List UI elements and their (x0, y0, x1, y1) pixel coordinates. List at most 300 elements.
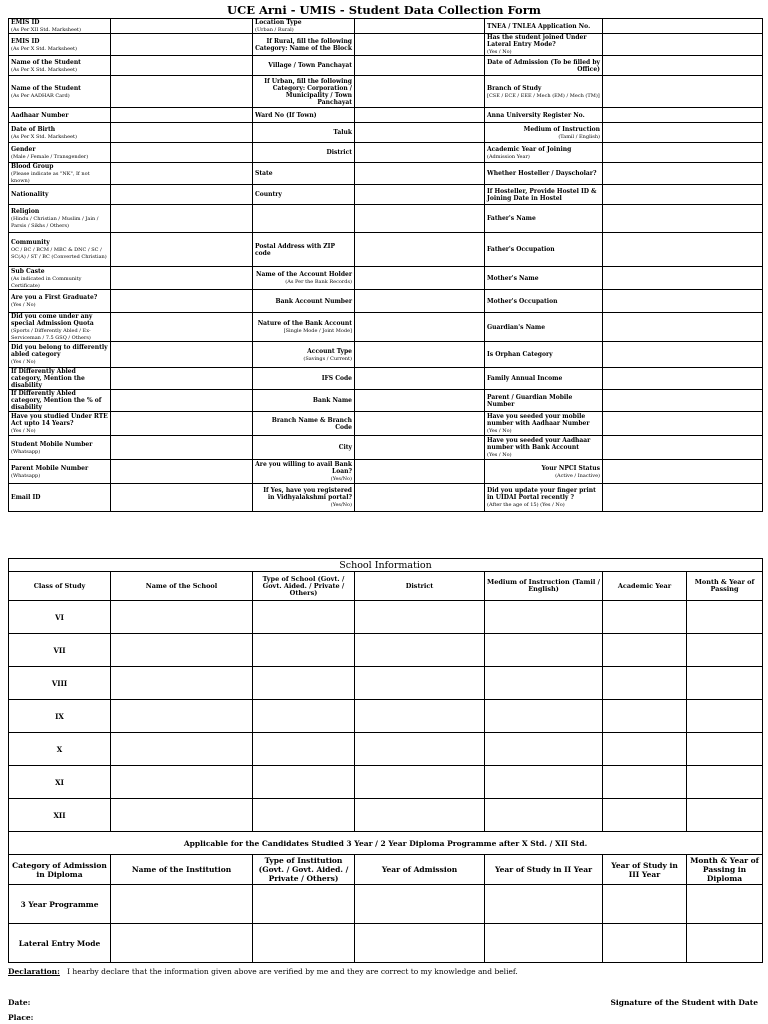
right-field-label (485, 342, 603, 368)
left-field-input[interactable] (111, 76, 253, 108)
left-field-label (9, 56, 111, 76)
field-label-text: Postal Address with ZIP code (255, 242, 335, 257)
field-label-text: Your NPCI Status (541, 464, 600, 472)
left-field-label (9, 390, 111, 412)
left-field-input[interactable] (111, 436, 253, 460)
table-row (9, 205, 763, 233)
school-column-header: Academic Year (603, 572, 687, 601)
field-label-text: Are you willing to avail Bank Loan? (255, 461, 352, 475)
mid-field-label (253, 484, 355, 512)
field-label-text: Name of the Account Holder (255, 271, 352, 278)
field-label-hint: (Sports / Differently Abled / Ex-Serviceman / 7.5 GSQ / Others) (11, 328, 91, 341)
right-field-label (485, 267, 603, 290)
class-of-study: XII (9, 799, 111, 832)
field-label-text: Community (11, 239, 50, 246)
school-cell-input[interactable] (111, 766, 253, 799)
table-row (9, 700, 763, 733)
right-field-input[interactable] (603, 342, 763, 368)
right-field-input[interactable] (603, 108, 763, 123)
school-cell-input[interactable] (355, 700, 485, 733)
left-field-label (9, 436, 111, 460)
mid-field-input[interactable] (355, 123, 485, 143)
school-cell-input[interactable] (253, 601, 355, 634)
table-row (9, 484, 763, 512)
school-cell-input[interactable] (485, 766, 603, 799)
table-row (9, 163, 763, 185)
field-label-hint: (After the age of 15) (Yes / No) (487, 502, 565, 508)
right-field-label (485, 484, 603, 512)
table-row (9, 799, 763, 832)
left-field-input[interactable] (111, 108, 253, 123)
mid-field-input[interactable] (355, 108, 485, 123)
field-label-text: Did you update your finger print in UIDAI Portal recently ? (487, 487, 596, 501)
mid-field-label (253, 143, 355, 163)
left-field-input[interactable] (111, 460, 253, 484)
mid-field-input[interactable] (355, 143, 485, 163)
left-field-label (9, 412, 111, 436)
diploma-cell-input[interactable] (687, 924, 763, 963)
field-label-hint: (Savings / Current) (303, 355, 352, 362)
field-label-hint: (As Per X Std. Marksheet) (11, 45, 77, 52)
field-label-text: If Differently Abled category, Mention the % of disability (11, 390, 102, 411)
field-label-text: Bank Name (312, 397, 352, 404)
table-row (9, 368, 763, 390)
field-label-hint: (As Per AADHAR Card) (11, 92, 70, 99)
mid-field-label (253, 108, 355, 123)
right-field-input[interactable] (603, 123, 763, 143)
right-field-label (485, 313, 603, 342)
field-label-text: Father's Name (487, 215, 536, 222)
diploma-column-header: Year of Study in III Year (603, 855, 687, 885)
mid-field-input[interactable] (355, 484, 485, 512)
school-cell-input[interactable] (253, 799, 355, 832)
left-field-label (9, 143, 111, 163)
right-field-input[interactable] (603, 205, 763, 233)
left-field-input[interactable] (111, 163, 253, 185)
mid-field-label (253, 163, 355, 185)
left-field-label (9, 368, 111, 390)
table-row (9, 412, 763, 436)
field-label-text: Account Type (307, 347, 352, 355)
school-column-header: Class of Study (9, 572, 111, 601)
diploma-category: 3 Year Programme (9, 885, 111, 924)
left-field-label (9, 313, 111, 342)
school-cell-input[interactable] (603, 799, 687, 832)
school-cell-input[interactable] (603, 601, 687, 634)
diploma-cell-input[interactable] (253, 885, 355, 924)
school-cell-input[interactable] (687, 601, 763, 634)
right-field-input[interactable] (603, 163, 763, 185)
field-label-text: Father's Occupation (487, 246, 555, 253)
diploma-cell-input[interactable] (355, 885, 485, 924)
table-row (9, 390, 763, 412)
table-row (9, 233, 763, 267)
school-cell-input[interactable] (355, 733, 485, 766)
field-label-text: IFS Code (321, 375, 352, 382)
left-field-input[interactable] (111, 267, 253, 290)
field-label-text: If Differently Abled category, Mention the disability (11, 368, 85, 389)
left-field-input[interactable] (111, 123, 253, 143)
diploma-heading: Applicable for the Candidates Studied 3 Year / 2 Year Diploma Programme after X Std. / XII Std. (9, 832, 763, 855)
mid-field-label (253, 34, 355, 56)
right-field-input[interactable] (603, 436, 763, 460)
mid-field-label (253, 290, 355, 313)
field-label-text: Date of Admission (To be filled by Office) (487, 58, 600, 73)
left-field-label (9, 267, 111, 290)
field-label-hint: [CSE / ECE / EEE / Mech (EM) / Mech (TM)] (487, 92, 600, 99)
field-label-hint: (Yes/No) (330, 502, 352, 508)
school-cell-input[interactable] (687, 766, 763, 799)
diploma-column-header: Year of Admission (355, 855, 485, 885)
mid-field-input[interactable] (355, 163, 485, 185)
mid-field-input[interactable] (355, 412, 485, 436)
table-row (9, 342, 763, 368)
left-field-input[interactable] (111, 412, 253, 436)
right-field-label (485, 185, 603, 205)
field-label-hint: (As Per XII Std. Marksheet) (11, 27, 81, 33)
declaration-label: Declaration: (8, 967, 60, 976)
mid-field-input[interactable] (355, 76, 485, 108)
mid-field-label (253, 390, 355, 412)
left-field-label (9, 205, 111, 233)
school-cell-input[interactable] (687, 700, 763, 733)
field-label-text: Religion (11, 208, 40, 215)
left-field-label (9, 460, 111, 484)
school-column-header: Name of the School (111, 572, 253, 601)
left-field-label (9, 108, 111, 123)
school-cell-input[interactable] (687, 667, 763, 700)
school-cell-input[interactable] (111, 634, 253, 667)
mid-field-label (253, 368, 355, 390)
diploma-cell-input[interactable] (687, 885, 763, 924)
left-field-label (9, 123, 111, 143)
school-cell-input[interactable] (111, 667, 253, 700)
school-cell-input[interactable] (253, 667, 355, 700)
field-label-text: Have you studied Under RTE Act upto 14 Years? (11, 413, 108, 427)
school-cell-input[interactable] (355, 601, 485, 634)
field-label-text: Aadhaar Number (11, 111, 69, 119)
field-label-text: If Urban, fill the following Category: Corporation / Municipality / Town Panchayat (264, 77, 352, 106)
mid-field-input[interactable] (355, 436, 485, 460)
right-field-input[interactable] (603, 484, 763, 512)
declaration-text: I hearby declare that the information given above are verified by me and they are correct to my knowledge and belief. (67, 967, 518, 976)
field-label-text: District (326, 149, 352, 156)
table-row (9, 290, 763, 313)
school-cell-input[interactable] (603, 634, 687, 667)
table-row (9, 601, 763, 634)
left-field-label (9, 19, 111, 34)
field-label-text: Sub Caste (11, 267, 45, 275)
left-field-input[interactable] (111, 484, 253, 512)
table-row (9, 885, 763, 924)
field-label-text: If Rural, fill the following Category: Name of the Block (255, 37, 352, 52)
school-cell-input[interactable] (355, 766, 485, 799)
school-cell-input[interactable] (253, 766, 355, 799)
right-field-input[interactable] (603, 76, 763, 108)
field-label-text: Bank Account Number (275, 297, 352, 305)
school-info-heading: School Information (9, 559, 763, 572)
mid-field-input[interactable] (355, 290, 485, 313)
right-field-input[interactable] (603, 267, 763, 290)
mid-field-input[interactable] (355, 368, 485, 390)
field-label-text: State (255, 170, 273, 177)
mid-field-input[interactable] (355, 313, 485, 342)
left-field-input[interactable] (111, 390, 253, 412)
school-cell-input[interactable] (603, 667, 687, 700)
left-field-input[interactable] (111, 290, 253, 313)
left-field-label (9, 34, 111, 56)
school-column-header: Medium of Instruction (Tamil / English) (485, 572, 603, 601)
left-field-input[interactable] (111, 233, 253, 267)
field-label-text: Country (255, 191, 282, 198)
table-row (9, 267, 763, 290)
school-cell-input[interactable] (603, 700, 687, 733)
diploma-cell-input[interactable] (111, 924, 253, 963)
right-field-input[interactable] (603, 390, 763, 412)
right-field-input[interactable] (603, 412, 763, 436)
field-label-text: Guardian's Name (487, 323, 546, 331)
diploma-cell-input[interactable] (603, 885, 687, 924)
mid-field-label (253, 460, 355, 484)
field-label-text: Medium of Instruction (523, 125, 600, 133)
right-field-label (485, 205, 603, 233)
right-field-input[interactable] (603, 313, 763, 342)
right-field-input[interactable] (603, 56, 763, 76)
field-label-hint: (Yes/No) (330, 476, 352, 482)
right-field-label (485, 436, 603, 460)
diploma-column-header: Month & Year of Passing in Diploma (687, 855, 763, 885)
mid-field-label (253, 233, 355, 267)
diploma-column-header: Category of Admission in Diploma (9, 855, 111, 885)
mid-field-input[interactable] (355, 19, 485, 34)
table-row (9, 766, 763, 799)
diploma-cell-input[interactable] (485, 885, 603, 924)
field-label-text: If Hosteller, Provide Hostel ID & Joining Date in Hostel (487, 187, 597, 202)
field-label-hint: (Hindu / Christian / Muslim / Jain / Parsis / Sikhs / Others) (11, 216, 99, 229)
school-cell-input[interactable] (485, 799, 603, 832)
field-label-text: EMIS ID (11, 19, 40, 26)
class-of-study: VII (9, 634, 111, 667)
school-cell-input[interactable] (355, 799, 485, 832)
field-label-hint: (Whatsapp) (11, 448, 41, 455)
field-label-hint: (Whatsapp) (11, 472, 41, 479)
field-label-text: Mother's Occupation (487, 297, 558, 305)
right-field-label (485, 412, 603, 436)
field-label-hint: (As Per the Bank Records) (285, 279, 352, 285)
school-cell-input[interactable] (111, 601, 253, 634)
left-field-input[interactable] (111, 342, 253, 368)
school-cell-input[interactable] (111, 700, 253, 733)
table-row (9, 185, 763, 205)
left-field-input[interactable] (111, 205, 253, 233)
field-label-text: Parent Mobile Number (11, 464, 89, 472)
mid-field-input[interactable] (355, 460, 485, 484)
left-field-label (9, 185, 111, 205)
table-row (9, 143, 763, 163)
school-cell-input[interactable] (253, 733, 355, 766)
field-label-text: Branch Name & Branch Code (271, 416, 352, 431)
mid-field-input[interactable] (355, 342, 485, 368)
field-label-text: City (338, 444, 352, 451)
field-label-text: Ward No (If Town) (255, 111, 317, 119)
diploma-cell-input[interactable] (603, 924, 687, 963)
mid-field-input[interactable] (355, 185, 485, 205)
school-cell-input[interactable] (687, 733, 763, 766)
school-cell-input[interactable] (111, 799, 253, 832)
table-row (9, 733, 763, 766)
class-of-study: VI (9, 601, 111, 634)
table-row (9, 634, 763, 667)
field-label-text: Date of Birth (11, 125, 56, 133)
right-field-label (485, 108, 603, 123)
school-cell-input[interactable] (253, 634, 355, 667)
date-label: Date: (8, 998, 31, 1007)
diploma-column-header: Year of Study in II Year (485, 855, 603, 885)
right-field-input[interactable] (603, 368, 763, 390)
declaration (8, 967, 518, 976)
field-label-text: Have you seeded your mobile number with Aadhaar Number (487, 413, 590, 427)
field-label-hint: (Yes / No) (11, 302, 36, 308)
school-cell-input[interactable] (485, 634, 603, 667)
left-field-input[interactable] (111, 34, 253, 56)
mid-field-label (253, 56, 355, 76)
field-label-text: If Yes, have you registered in Vidhyalakshmi portal? (263, 487, 352, 501)
left-field-input[interactable] (111, 143, 253, 163)
right-field-input[interactable] (603, 143, 763, 163)
mid-field-input[interactable] (355, 267, 485, 290)
mid-field-input[interactable] (355, 205, 485, 233)
field-label-hint: (Active / Inactive) (555, 472, 600, 479)
field-label-text: Gender (11, 145, 36, 153)
class-of-study: X (9, 733, 111, 766)
right-field-input[interactable] (603, 34, 763, 56)
right-field-label (485, 390, 603, 412)
school-cell-input[interactable] (485, 601, 603, 634)
school-cell-input[interactable] (111, 733, 253, 766)
field-label-hint: (Yes / No) (487, 49, 512, 55)
left-field-input[interactable] (111, 368, 253, 390)
school-cell-input[interactable] (485, 733, 603, 766)
field-label-hint: (As Per X Std. Marksheet) (11, 133, 77, 140)
mid-field-label (253, 76, 355, 108)
field-label-hint: (As indicated in Community Certificate) (11, 275, 82, 289)
mid-field-label (253, 342, 355, 368)
left-field-input[interactable] (111, 19, 253, 34)
diploma-cell-input[interactable] (111, 885, 253, 924)
mid-field-input[interactable] (355, 56, 485, 76)
table-row (9, 34, 763, 56)
left-field-input[interactable] (111, 313, 253, 342)
right-field-input[interactable] (603, 185, 763, 205)
field-label-text: Are you a First Graduate? (11, 294, 98, 301)
school-cell-input[interactable] (485, 667, 603, 700)
field-label-text: Mother's Name (487, 274, 539, 282)
field-label-hint: (Yes / No) (11, 359, 36, 365)
right-field-label (485, 56, 603, 76)
school-cell-input[interactable] (687, 634, 763, 667)
table-row (9, 123, 763, 143)
field-label-hint: [Single Mode / Joint Mode] (283, 328, 352, 334)
school-cell-input[interactable] (355, 667, 485, 700)
right-field-input[interactable] (603, 19, 763, 34)
left-field-input[interactable] (111, 56, 253, 76)
table-row (9, 56, 763, 76)
right-field-label (485, 19, 603, 34)
field-label-hint: (Admission Year) (487, 153, 530, 160)
mid-field-label (253, 185, 355, 205)
right-field-input[interactable] (603, 460, 763, 484)
school-cell-input[interactable] (603, 766, 687, 799)
right-field-label (485, 76, 603, 108)
field-label-text: Taluk (333, 129, 352, 136)
mid-field-input[interactable] (355, 233, 485, 267)
mid-field-label (253, 267, 355, 290)
field-label-hint: (Tamil / English) (558, 133, 600, 140)
right-field-label (485, 123, 603, 143)
signature-label: Signature of the Student with Date (610, 998, 758, 1007)
field-label-text: Name of the Student (11, 58, 81, 66)
field-label-text: Did you belong to differently abled category (11, 344, 108, 358)
table-row (9, 76, 763, 108)
school-cell-input[interactable] (687, 799, 763, 832)
field-label-hint: (As Per X Std. Marksheet) (11, 66, 77, 73)
diploma-cell-input[interactable] (253, 924, 355, 963)
right-field-input[interactable] (603, 290, 763, 313)
right-field-label (485, 233, 603, 267)
left-field-label (9, 484, 111, 512)
right-field-label (485, 143, 603, 163)
field-label-hint: (Male / Female / Transgender) (11, 153, 89, 160)
right-field-label (485, 34, 603, 56)
field-label-text: Is Orphan Category (487, 351, 553, 358)
field-label-text: Email ID (11, 494, 41, 501)
diploma-column-header: Type of Institution (Govt. / Govt. Aided. / Private / Others) (253, 855, 355, 885)
field-label-text: Family Annual Income (487, 375, 563, 382)
left-field-input[interactable] (111, 185, 253, 205)
school-cell-input[interactable] (603, 733, 687, 766)
mid-field-label (253, 412, 355, 436)
diploma-cell-input[interactable] (355, 924, 485, 963)
left-field-label (9, 163, 111, 185)
field-label-text: TNEA / TNLEA Application No. (487, 22, 591, 30)
field-label-text: Did you come under any special Admission Quota (11, 313, 94, 327)
class-of-study: XI (9, 766, 111, 799)
class-of-study: VIII (9, 667, 111, 700)
field-label-text: Village / Town Panchayat (268, 62, 352, 69)
diploma-cell-input[interactable] (485, 924, 603, 963)
field-label-hint: (Urban / Rural) (255, 27, 294, 33)
field-label-hint: OC / BC / BCM / MBC & DNC / SC / SC(A) / ST / BC (Converted Christian) (11, 247, 107, 260)
field-label-text: Academic Year of Joining (487, 145, 572, 153)
field-label-text: Location Type (255, 19, 302, 26)
form-title: UCE Arni - UMIS - Student Data Collection Form (227, 3, 541, 17)
field-label-text: Anna University Register No. (487, 111, 585, 119)
school-cell-input[interactable] (253, 700, 355, 733)
right-field-label (485, 460, 603, 484)
table-row (9, 108, 763, 123)
mid-field-input[interactable] (355, 390, 485, 412)
table-row (9, 667, 763, 700)
place-label: Place: (8, 1013, 34, 1022)
school-cell-input[interactable] (485, 700, 603, 733)
class-of-study: IX (9, 700, 111, 733)
school-cell-input[interactable] (355, 634, 485, 667)
table-row (9, 313, 763, 342)
mid-field-input[interactable] (355, 34, 485, 56)
right-field-input[interactable] (603, 233, 763, 267)
table-row (9, 924, 763, 963)
mid-field-label (253, 313, 355, 342)
